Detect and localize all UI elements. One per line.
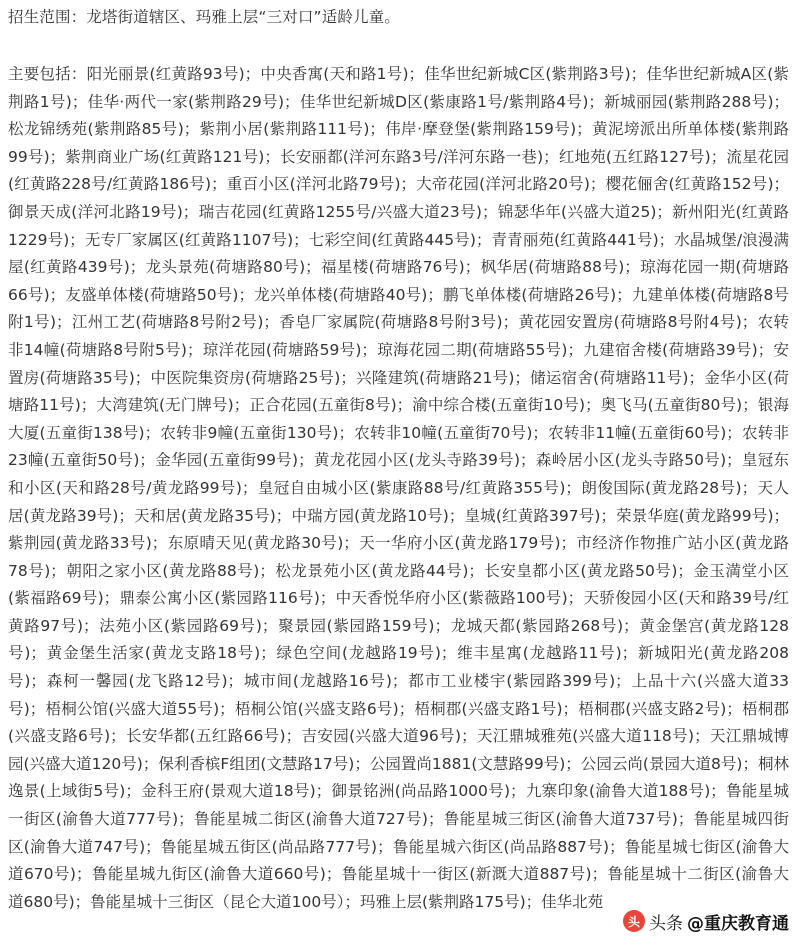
text-line: (兴盛支路6号)；长安华都(五红路66号)；吉安园(兴盛大道96号)；天江鼎城雅苑(兴盛大道118号)；天江鼎城博 — [8, 727, 789, 746]
text-line: 主要包括：阳光丽景(红黄路93号)；中央香寓(天和路1号)；佳华世纪新城C区(紫荆路3号)；佳华世纪新城A区(紫 — [8, 65, 789, 83]
text-line: 园(兴盛大道120号)；保利香槟F组团(文慧路17号)；公园置尚1881(文慧路99号)；公园云尚(景园大道8号)；桐林 — [8, 754, 789, 773]
text-line: 松龙锦绣苑(紫荆路85号)；紫荆小居(紫荆路111号)；伟岸·摩登堡(紫荆路159号)；黄泥塝派出所单体楼(紫荆路 — [8, 120, 789, 139]
text-line: 附1号)；江州工艺(荷塘路8号附2号)；香皂厂家属院(荷塘路8号附3号)；黄花园安置房(荷塘路8号附4号)；农转 — [8, 313, 789, 332]
text-line: 屋(红黄路439号)；龙头景苑(荷塘路80号)；福星楼(荷塘路76号)；枫华居(荷塘路88号)；琼海花园一期(荷塘路 — [8, 258, 789, 277]
text-line: 塘路11号)；大湾建筑(无门牌号)；正合花园(五童街8号)；渝中综合楼(五童街10号)；奥飞马(五童街80号)；银海 — [8, 396, 789, 415]
text-line: 和小区(天和路28号/黄龙路99号)；皇冠自由城小区(紫康路88号/红黄路355号)；朗俊国际(黄龙路28号)；天人 — [8, 478, 789, 497]
text-line: 99号)；紫荆商业广场(红黄路121号)；长安丽都(洋河东路3号/洋河东路一巷)；红地苑(五红路127号)；流星花园 — [8, 147, 789, 166]
text-line: 荆路1号)；佳华·两代一家(紫荆路29号)；佳华世纪新城D区(紫康路1号/紫荆路4号)；新城丽园(紫荆路288号)； — [8, 92, 789, 111]
toutiao-watermark — [617, 907, 789, 935]
text-line: 23幢(五童街50号)；金华园(五童街99号)；黄龙花园小区(龙头寺路39号)；森岭居小区(龙头寺路50号)；皇冠东 — [8, 451, 789, 470]
text-line: 紫荆园(黄龙路33号)；东原晴天见(黄龙路30号)；天一华府小区(黄龙路179号)；市经济作物推广站小区(黄龙路 — [8, 534, 789, 553]
document-page — [8, 0, 789, 916]
text-line: 居(黄龙路39号)；天和居(黄龙路35号)；中瑞方园(黄龙路10号)；皇城(红黄路397号)；荣景华庭(黄龙路99号)； — [8, 506, 789, 525]
enrollment-scope: 招生范围：龙塔街道辖区、玛雅上层“三对口”适龄儿童。 — [8, 8, 400, 26]
text-line: 号)；森柯一馨园(龙飞路12号)；城市间(龙越路16号)；都市工业楼宇(紫园路399号)；上品十六(兴盛大道33 — [8, 672, 789, 691]
text-line: 道670号)；鲁能星城九街区(渝鲁大道660号)；鲁能星城十一街区(新溉大道887号)；鲁能星城十二街区(渝鲁大 — [8, 865, 789, 884]
text-line: 御景天成(洋河北路19号)；瑞吉花园(红黄路1255号/兴盛大道23号)；锦瑟华年(兴盛大道25)；新州阳光(红黄路 — [8, 202, 789, 221]
text-line: 号)；梧桐公馆(兴盛大道55号)；梧桐公馆(兴盛支路6号)；梧桐郡(兴盛支路1号)；梧桐郡(兴盛支路2号)；梧桐郡 — [8, 699, 789, 718]
text-line: 区(渝鲁大道747号)；鲁能星城五街区(尚品路777号)；鲁能星城六街区(尚品路887号)；鲁能星城七街区(渝鲁大 — [8, 837, 789, 856]
text-line: 黄路97号)；法苑小区(紫园路69号)；聚景园(紫园路159号)；龙城天都(紫园路268号)；黄金堡宫(黄龙路128 — [8, 616, 789, 635]
watermark-prefix: 头条 — [649, 913, 683, 934]
paragraph-gap — [8, 30, 789, 61]
text-line: 道680号)；鲁能星城十三街区（昆仑大道100号）；玛雅上层(紫荆路175号)；佳华北苑 — [8, 892, 604, 911]
watermark-handle: @重庆教育通 — [687, 913, 789, 934]
text-line: (紫福路69号)；鼎泰公寓小区(紫园路116号)；中天香悦华府小区(紫薇路100号)；天骄俊园小区(天和路39号/红 — [8, 589, 789, 608]
text-line: 逸景(上域街5号)；金科王府(景观大道18号)；御景铭洲(尚品路1000号)；九寨印象(渝鲁大道188号)；鲁能星城 — [8, 782, 789, 801]
community-list — [8, 61, 789, 916]
text-line: 66号)；友盛单体楼(荷塘路50号)；龙兴单体楼(荷塘路40号)；鹏飞单体楼(荷塘路26号)；九建单体楼(荷塘路8号 — [8, 285, 789, 304]
text-line: 非14幢(荷塘路8号附5号)；琼洋花园(荷塘路59号)；琼海花园二期(荷塘路55号)；九建宿舍楼(荷塘路39号)；安 — [8, 340, 789, 359]
text-line: (红黄路228号/红黄路186号)；重百小区(洋河北路79号)；大帝花园(洋河北路20号)；樱花俪舍(红黄路152号)； — [8, 175, 789, 194]
toutiao-logo-icon: 头 — [623, 910, 645, 932]
text-line: 大厦(五童街138号)；农转非9幢(五童街130号)；农转非10幢(五童街70号)；农转非11幢(五童街60号)；农转非 — [8, 423, 789, 442]
text-line: 78号)；朝阳之家小区(黄龙路88号)；松龙景苑小区(黄龙路44号)；长安皇都小区(黄龙路50号)；金玉満堂小区 — [8, 561, 789, 580]
text-line: 号)；黄金堡生活家(黄龙支路18号)；绿色空间(龙越路19号)；维丰星寓(龙越路11号)；新城阳光(黄龙路208 — [8, 644, 789, 663]
text-line: 置房(荷塘路35号)；中医院集资房(荷塘路25号)；兴隆建筑(荷塘路21号)；储运宿舍(荷塘路11号)；金华小区(荷 — [8, 368, 789, 387]
text-line: 一街区(渝鲁大道777号)；鲁能星城二街区(渝鲁大道727号)；鲁能星城三街区(渝鲁大道737号)；鲁能星城四街 — [8, 810, 789, 829]
text-line: 1229号)；无专厂家属区(红黄路1107号)；七彩空间(红黄路445号)；青青丽苑(红黄路441号)；水晶城堡/浪漫满 — [8, 230, 789, 249]
